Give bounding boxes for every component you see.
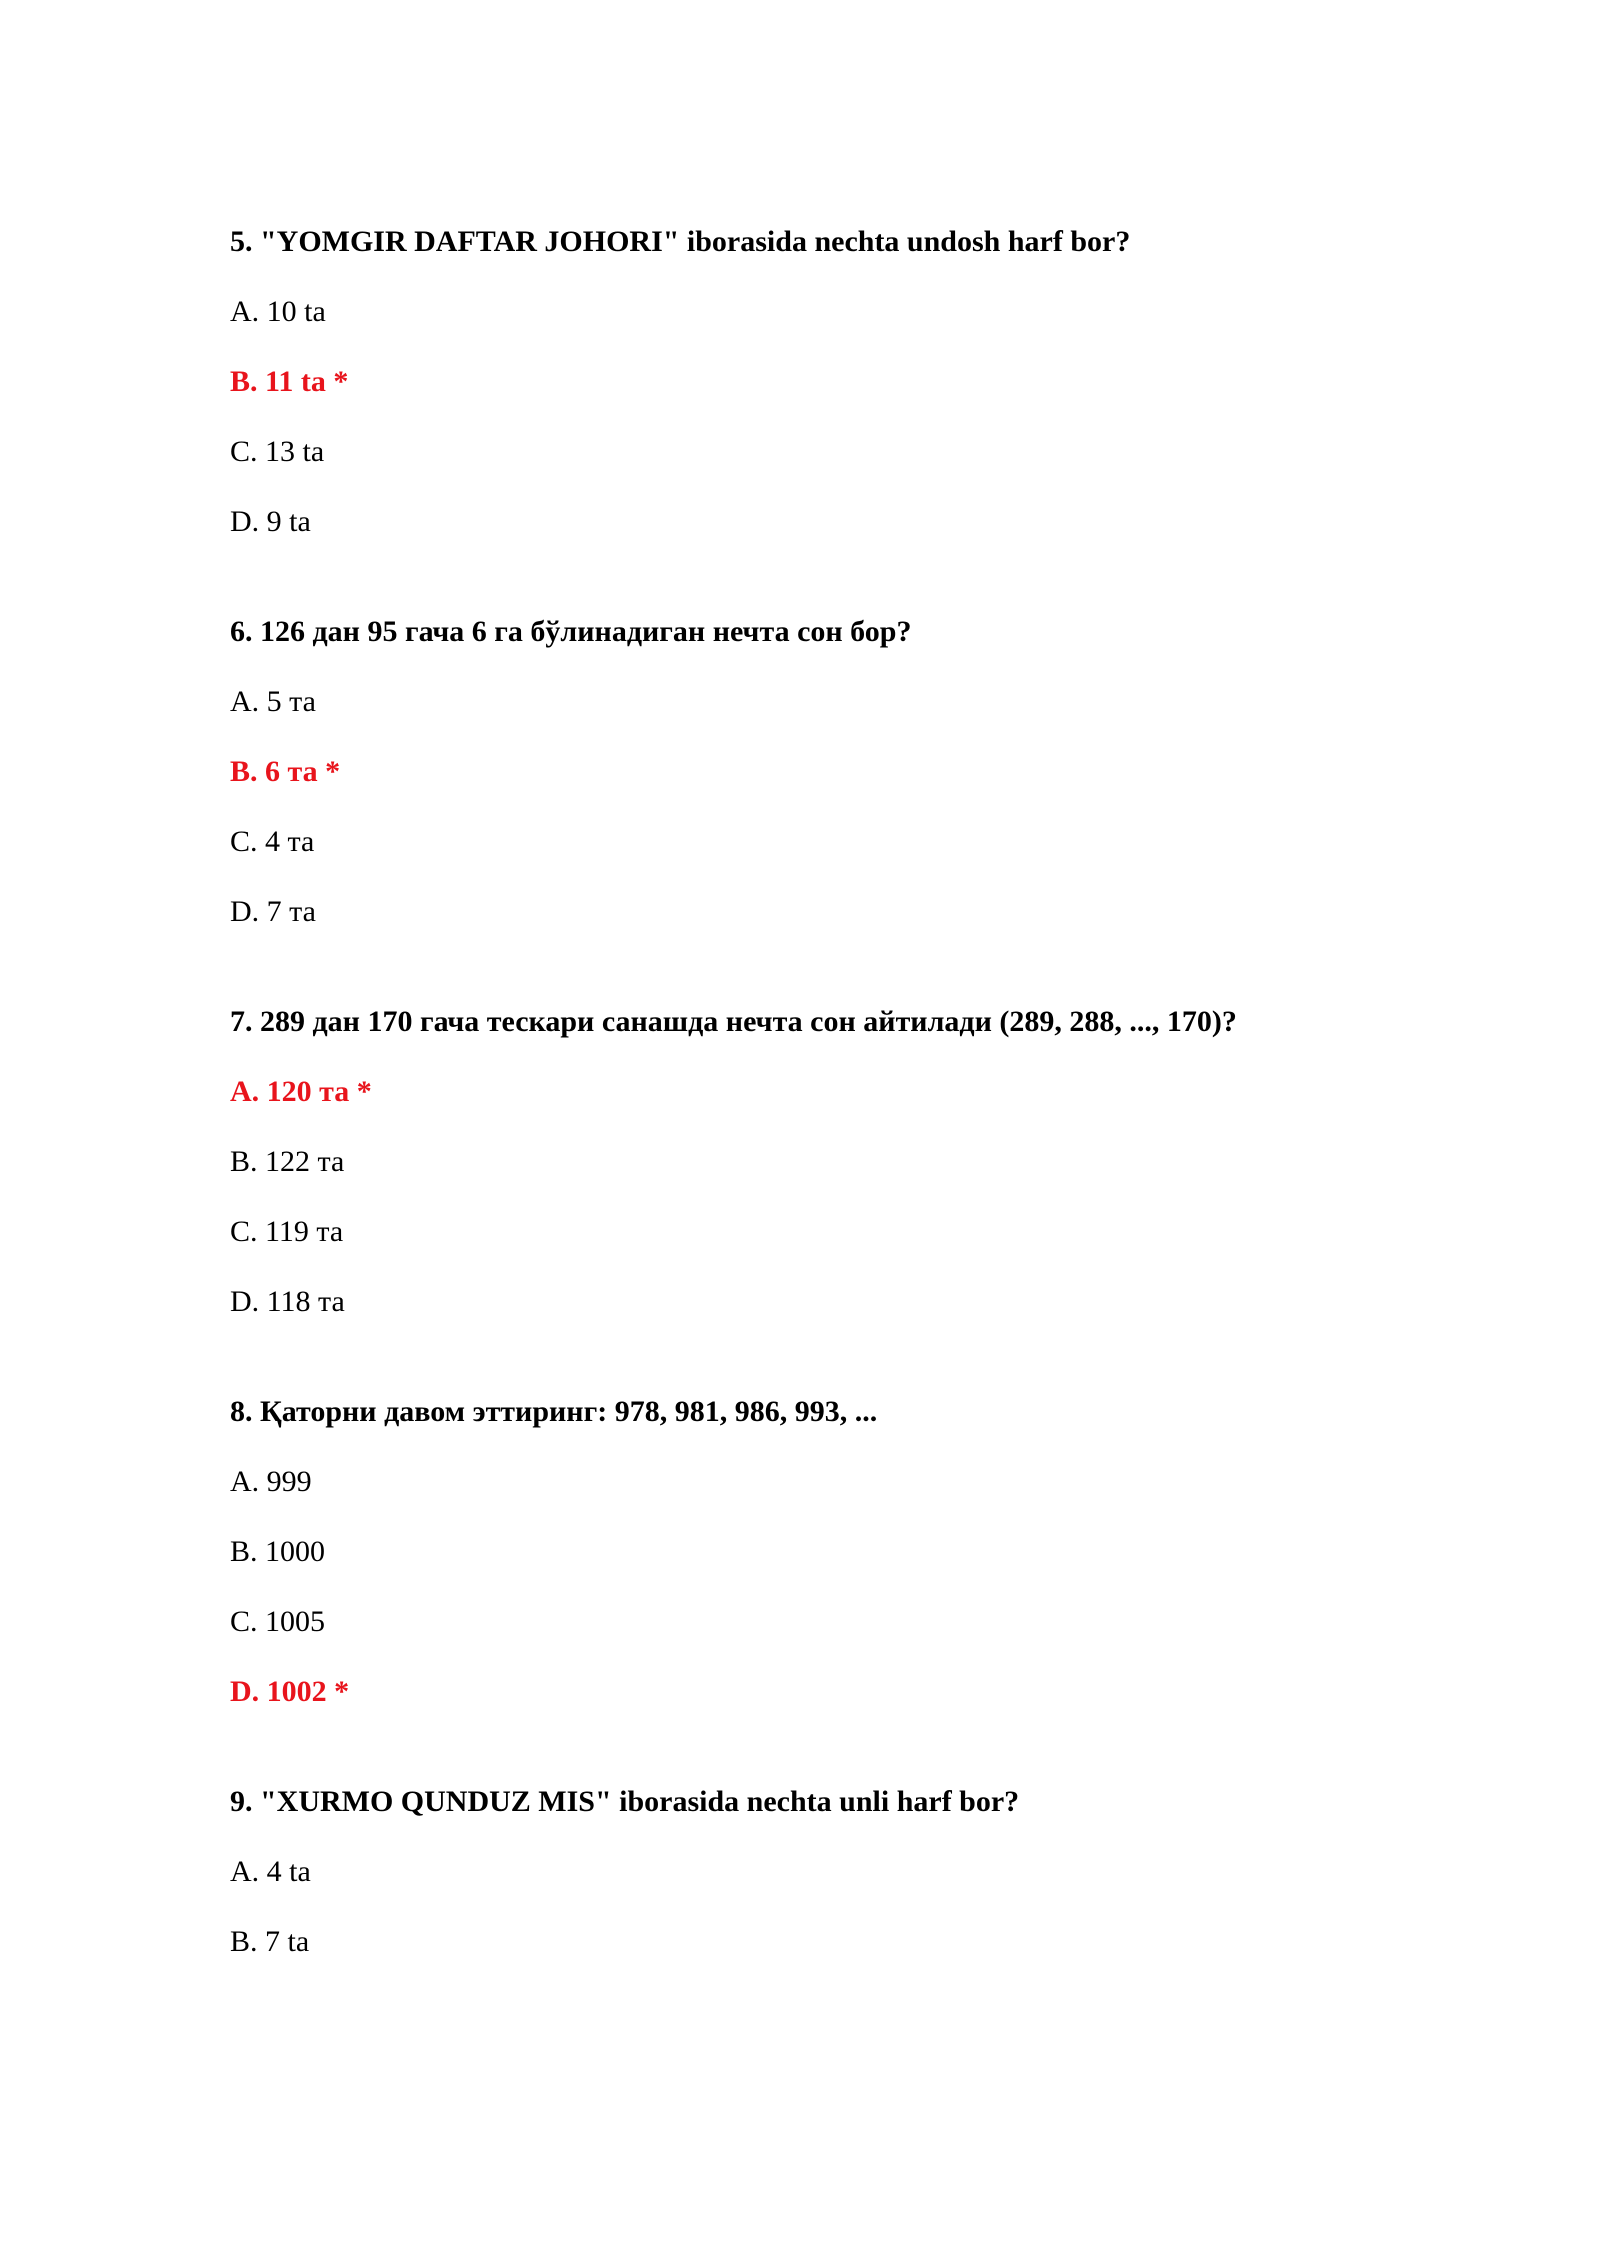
- question-title: 9. "XURMO QUNDUZ MIS" iborasida nechta unli harf bor?: [230, 1785, 1020, 1818]
- question-9: [230, 1782, 1470, 1962]
- option-d: D. 118 та: [230, 1285, 345, 1318]
- question-title: 7. 289 дан 170 гача тескари санашда нечта сон айтилади (289, 288, ..., 170)?: [230, 1005, 1237, 1038]
- question-5: [230, 222, 1470, 542]
- option-d-correct: D. 1002 *: [230, 1675, 350, 1708]
- question-8: [230, 1392, 1470, 1712]
- option-d: D. 9 ta: [230, 505, 311, 538]
- option-c: C. 13 ta: [230, 435, 325, 468]
- option-b: B. 122 та: [230, 1145, 345, 1178]
- question-list: [230, 222, 1470, 2032]
- option-b: B. 1000: [230, 1535, 326, 1568]
- option-a: A. 10 ta: [230, 295, 326, 328]
- question-title: 6. 126 дан 95 гача 6 га бўлинадиган нечта сон бор?: [230, 615, 912, 648]
- option-b-correct: B. 11 ta *: [230, 365, 349, 398]
- question-title: 8. Қаторни давом эттиринг: 978, 981, 986, 993, ...: [230, 1395, 878, 1428]
- option-a-correct: A. 120 та *: [230, 1075, 372, 1108]
- option-a: A. 4 ta: [230, 1855, 311, 1888]
- option-c: C. 4 та: [230, 825, 315, 858]
- option-c: C. 119 та: [230, 1215, 344, 1248]
- option-a: A. 5 та: [230, 685, 316, 718]
- question-7: [230, 1002, 1470, 1322]
- question-6: [230, 612, 1470, 932]
- option-b: B. 7 ta: [230, 1925, 310, 1958]
- question-title: 5. "YOMGIR DAFTAR JOHORI" iborasida nechta undosh harf bor?: [230, 225, 1131, 258]
- option-b-correct: B. 6 та *: [230, 755, 341, 788]
- option-a: A. 999: [230, 1465, 312, 1498]
- option-d: D. 7 та: [230, 895, 316, 928]
- option-c: C. 1005: [230, 1605, 326, 1638]
